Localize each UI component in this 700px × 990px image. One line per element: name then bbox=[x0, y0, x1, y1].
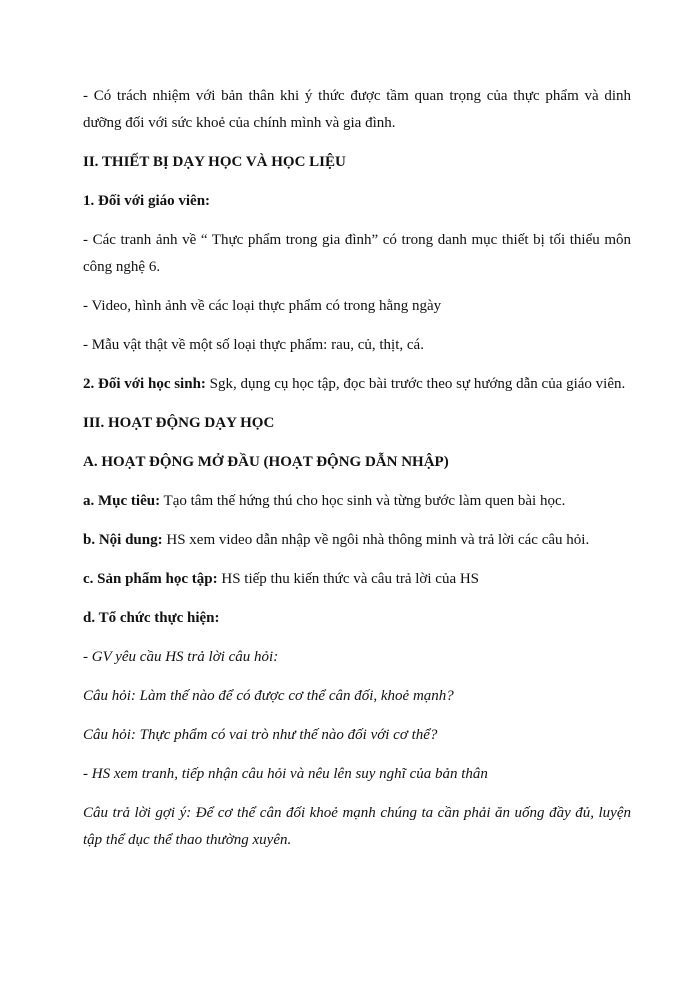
subheading-teacher: 1. Đối với giáo viên: bbox=[83, 193, 211, 209]
objective-label: a. Mục tiêu: bbox=[83, 493, 161, 509]
section-heading-equipment: II. THIẾT BỊ DẠY HỌC VÀ HỌC LIỆU bbox=[83, 154, 346, 170]
content-paragraph bbox=[83, 527, 631, 554]
instruction-students: - HS xem tranh, tiếp nhận câu hỏi và nêu lên suy nghĩ của bản thân bbox=[83, 766, 488, 782]
teacher-item-video: - Video, hình ảnh về các loại thực phẩm có trong hằng ngày bbox=[83, 298, 442, 314]
student-label: 2. Đối với học sinh: bbox=[83, 376, 206, 392]
content-text: HS xem video dẫn nhập về ngôi nhà thông minh và trả lời các câu hỏi. bbox=[162, 532, 590, 548]
product-paragraph bbox=[83, 566, 631, 593]
activity-a-heading: A. HOẠT ĐỘNG MỞ ĐẦU (HOẠT ĐỘNG DẪN NHẬP) bbox=[83, 454, 449, 470]
content-label: b. Nội dung: bbox=[83, 532, 163, 548]
objective-paragraph bbox=[83, 488, 631, 515]
instruction-ask: - GV yêu cầu HS trả lời câu hỏi: bbox=[83, 649, 279, 665]
student-text: Sgk, dụng cụ học tập, đọc bài trước theo sự hướng dẫn của giáo viên. bbox=[205, 376, 626, 392]
teacher-item-pictures: - Các tranh ảnh về “ Thực phẩm trong gia đình” có trong danh mục thiết bị tối thiểu môn công nghệ 6. bbox=[83, 232, 631, 275]
document-page bbox=[83, 83, 631, 866]
implementation-heading: d. Tổ chức thực hiện: bbox=[83, 610, 220, 626]
teacher-item-samples: - Mẫu vật thật về một số loại thực phẩm: rau, củ, thịt, cá. bbox=[83, 337, 424, 353]
suggested-answer: Câu trả lời gợi ý: Để cơ thể cân đối khoẻ mạnh chúng ta cần phải ăn uống đầy đủ, luyện tập thể dục thể thao thường xuyên. bbox=[83, 805, 631, 848]
student-paragraph bbox=[83, 371, 631, 398]
product-text: HS tiếp thu kiến thức và câu trả lời của HS bbox=[217, 571, 480, 587]
responsibility-paragraph: - Có trách nhiệm với bản thân khi ý thức được tầm quan trọng của thực phẩm và dinh dưỡng đối với sức khoẻ của chính mình và gia đình. bbox=[83, 88, 631, 131]
product-label: c. Sản phẩm học tập: bbox=[83, 571, 218, 587]
question-food-role: Câu hỏi: Thực phẩm có vai trò như thế nào đối với cơ thể? bbox=[83, 727, 438, 743]
section-heading-activities: III. HOẠT ĐỘNG DẠY HỌC bbox=[83, 415, 275, 431]
question-healthy-body: Câu hỏi: Làm thế nào để có được cơ thể cân đối, khoẻ mạnh? bbox=[83, 688, 454, 704]
objective-text: Tạo tâm thế hứng thú cho học sinh và từng bước làm quen bài học. bbox=[160, 493, 566, 509]
